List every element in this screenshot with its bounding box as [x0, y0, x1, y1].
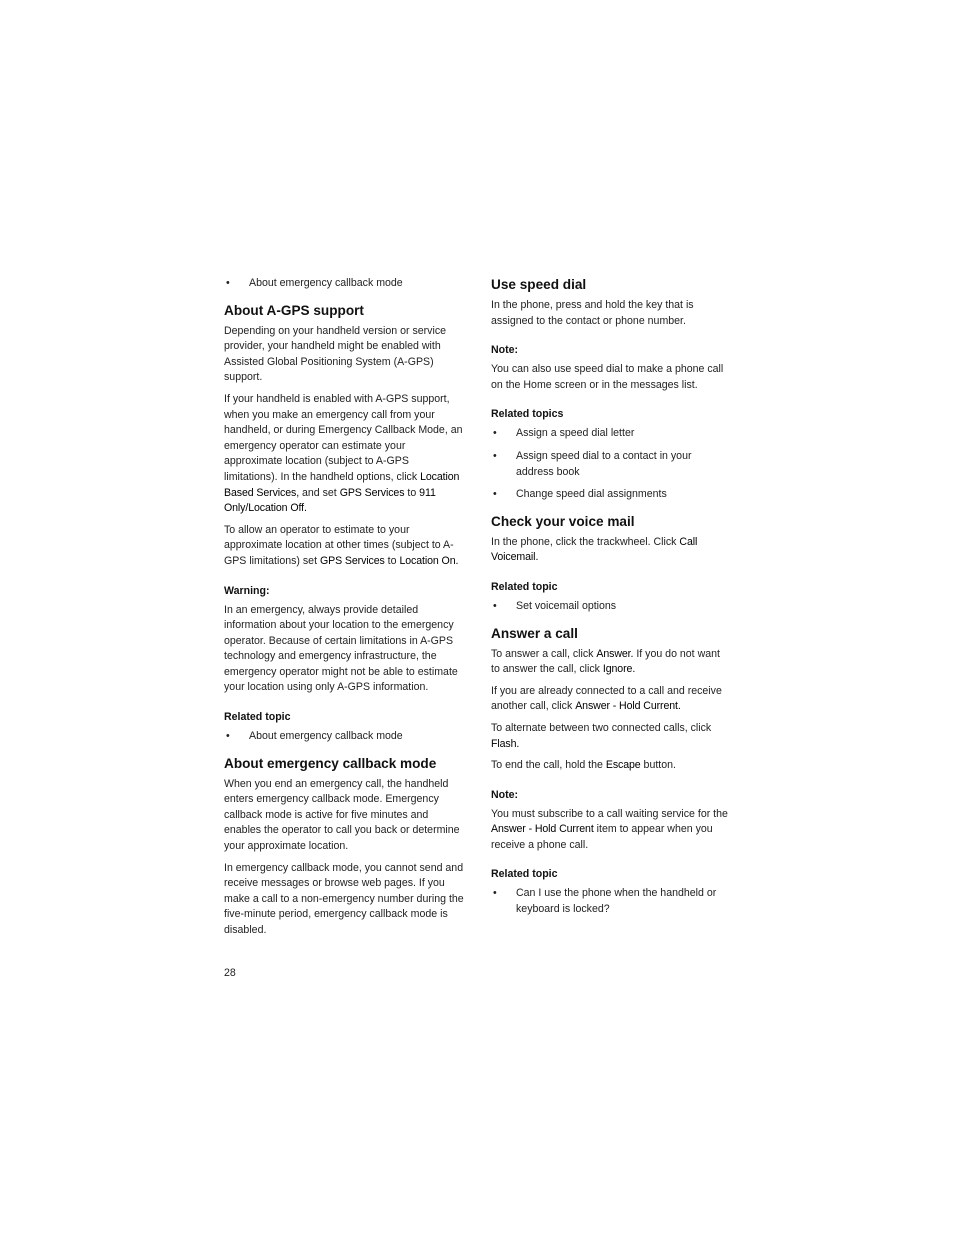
list-item[interactable]: • About emergency callback mode	[224, 729, 464, 745]
paragraph: When you end an emergency call, the handheld enters emergency callback mode. Emergency callback mode is active for five minutes and enables the operator to call you back or determine your approximate location.	[224, 777, 460, 853]
ui-term: Escape	[605, 759, 641, 772]
paragraph: To allow an operator to estimate to your approximate location at other times (subject to A-GPS limitations) set GPS Services to Location On.	[224, 523, 459, 567]
ui-term: Location Based Services,	[224, 470, 460, 499]
related-topics-label: Related topics	[491, 408, 564, 421]
related-list	[491, 886, 731, 917]
warning-text: In an emergency, always provide detailed information about your location to the emergency operator. Because of certain limitations in A-GPS technology and emergency infrastructure, the emergency operator might not be able to estimate your location using only A-GPS information.	[224, 603, 458, 694]
list-item[interactable]: • About emergency callback mode	[224, 276, 464, 292]
bullet-icon: •	[493, 427, 497, 440]
paragraph: In the phone, click the trackwheel. Click Call Voicemail.	[491, 535, 698, 564]
left-column	[224, 276, 464, 945]
bullet-icon: •	[226, 277, 230, 289]
paragraph: In emergency callback mode, you cannot send and receive messages or browse web pages. If you make a call to a non-emergency number during the five-minute period, emergency callback mode is disabled.	[224, 861, 464, 936]
related-list	[491, 426, 731, 502]
list-item[interactable]: • Set voicemail options	[491, 599, 731, 615]
ui-term: Flash.	[491, 737, 520, 750]
section-title-agps: About A-GPS support	[224, 302, 364, 318]
related-topic-label: Related topic	[491, 868, 558, 881]
ui-term: Answer.	[596, 647, 634, 660]
related-list	[491, 599, 731, 615]
ui-term: Answer - Hold Current	[491, 823, 594, 836]
top-related-list	[224, 276, 464, 292]
note-text: You must subscribe to a call waiting service for the Answer - Hold Current item to appear when you receive a phone call.	[491, 807, 728, 851]
paragraph: In the phone, press and hold the key that is assigned to the contact or phone number.	[491, 299, 694, 327]
paragraph: To end the call, hold the Escape button.	[491, 759, 676, 772]
ui-term: 911 Only/Location Off.	[224, 486, 436, 515]
section-title-callback: About emergency callback mode	[224, 755, 437, 771]
section-title-answer: Answer a call	[491, 625, 578, 641]
list-item[interactable]: • Can I use the phone when the handheld or keyboard is locked?	[493, 887, 717, 916]
note-label: Note:	[491, 788, 519, 801]
list-item[interactable]: • Assign speed dial to a contact in your address book	[493, 449, 692, 478]
ui-term: Answer - Hold Current.	[575, 700, 681, 713]
section-title-speed-dial: Use speed dial	[491, 277, 587, 292]
list-item[interactable]: • Change speed dial assignments	[491, 487, 731, 503]
ui-term: Location On.	[399, 554, 459, 567]
paragraph: If your handheld is enabled with A-GPS support, when you make an emergency call from your handheld, or during Emergency Callback Mode, an emergency operator can estimate your approximate location (subject to A-GPS limitations). In the handheld options, click Location Based Services, and set GPS Services to 911 Only/Location Off.	[224, 392, 463, 515]
related-topic-label: Related topic	[491, 580, 558, 593]
right-column	[491, 276, 731, 925]
list-item[interactable]: • Assign a speed dial letter	[491, 426, 731, 442]
section-title-voicemail: Check your voice mail	[491, 513, 635, 529]
related-list	[224, 729, 464, 745]
paragraph: To alternate between two connected calls, click Flash.	[491, 721, 712, 750]
ui-term: Call Voicemail.	[491, 535, 698, 564]
note-label: Note:	[491, 344, 519, 357]
bullet-icon: •	[493, 488, 497, 501]
paragraph: To answer a call, click Answer. If you do not want to answer the call, click Ignore.	[491, 647, 720, 676]
warning-label: Warning:	[224, 584, 270, 597]
paragraph: If you are already connected to a call and receive another call, click Answer - Hold Current.	[491, 684, 722, 713]
note-text: You can also use speed dial to make a phone call on the Home screen or in the messages list.	[491, 363, 724, 391]
bullet-icon: •	[493, 449, 497, 462]
ui-term: GPS Services	[319, 554, 385, 567]
related-topic-label: Related topic	[224, 711, 291, 724]
ui-term: GPS Services	[339, 486, 405, 499]
bullet-icon: •	[493, 599, 497, 612]
bullet-icon: •	[226, 730, 230, 743]
bullet-icon: •	[493, 887, 497, 900]
page-number: 28	[224, 967, 236, 979]
ui-term: Ignore.	[602, 663, 636, 676]
paragraph: Depending on your handheld version or service provider, your handheld might be enabled with Assisted Global Positioning System (A-GPS) support.	[224, 324, 447, 384]
